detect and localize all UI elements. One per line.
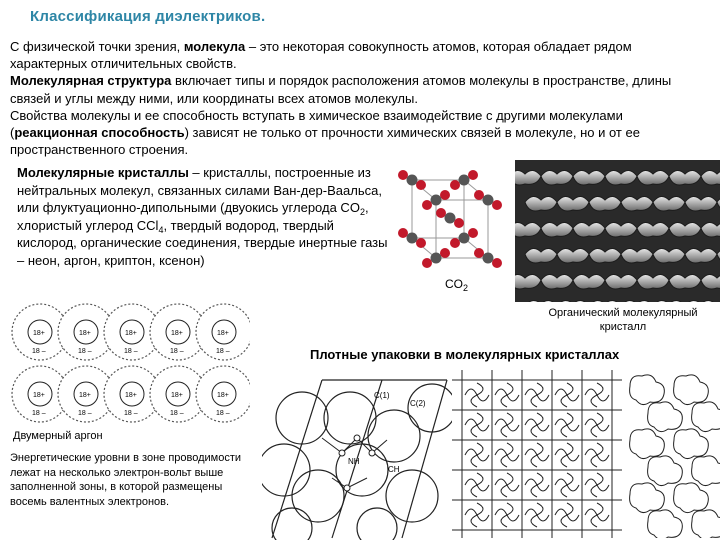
oxygen-atom	[468, 228, 478, 238]
co2-molecules	[398, 170, 502, 268]
intro-text: ) зависят не только от прочности химических связей в молекуле, но и от ее пространственного строения.	[10, 125, 640, 158]
argon-charge: 18+	[33, 392, 45, 399]
grid-molecule	[465, 503, 489, 527]
grid-molecule	[465, 473, 489, 497]
packings-title: Плотные упаковки в молекулярных кристаллах	[310, 347, 620, 362]
grid-molecule	[585, 413, 609, 437]
grid-molecule	[525, 443, 549, 467]
oxygen-atom	[440, 248, 450, 258]
oxygen-atom	[436, 208, 446, 218]
oxygen-atom	[450, 238, 460, 248]
grid-molecule	[525, 473, 549, 497]
grid-molecule	[585, 473, 609, 497]
argon-charge: 18+	[171, 392, 183, 399]
oxygen-atom	[398, 170, 408, 180]
argon-2d-image	[10, 300, 250, 428]
grid-molecule	[465, 413, 489, 437]
co2-lattice-image	[398, 160, 510, 280]
argon-caption: Двумерный аргон	[13, 430, 103, 442]
carbon-atom	[407, 175, 418, 186]
packed-molecule	[674, 375, 709, 405]
carbon-atom	[483, 195, 494, 206]
packing-diagram-circles	[262, 378, 452, 540]
grid-molecule	[585, 383, 609, 407]
intro-text: С физической точки зрения,	[10, 39, 184, 54]
oxygen-atom	[416, 180, 426, 190]
energy-levels-text: Энергетические уровни в зоне проводимости лежат на несколько электрон-вольт выше заполненной зоны, в которой размещены восемь валентных электронов.	[10, 452, 242, 508]
oxygen-atom	[492, 258, 502, 268]
argon-electrons: 18 –	[124, 410, 138, 417]
argon-charge: 18+	[125, 392, 137, 399]
grid-molecule	[555, 443, 579, 467]
argon-electrons: 18 –	[124, 348, 138, 355]
carbon-atom	[459, 175, 470, 186]
packing-label-nh: NH	[348, 457, 360, 466]
argon-charge: 18+	[217, 392, 229, 399]
co2-label-main: CO	[445, 277, 463, 291]
packed-molecule	[692, 402, 720, 432]
intro-text: – это некоторая совокупность атомов, которая обладает рядом характерных отличительных свойств.	[10, 39, 632, 72]
grid-molecule	[465, 443, 489, 467]
grid-molecule	[495, 413, 519, 437]
argon-charge: 18+	[217, 330, 229, 337]
argon-atoms	[12, 304, 250, 422]
molecular-crystals-definition	[17, 164, 395, 270]
intro-text: включает типы и порядок расположения атомов молекулы в пространстве, длины связей и углы между ними, или координаты всех атомов молекулы.	[10, 73, 672, 106]
term-molecular-structure: Молекулярная структура	[10, 73, 172, 89]
carbon-atom	[407, 233, 418, 244]
argon-electrons: 18 –	[216, 348, 230, 355]
argon-charge: 18+	[79, 330, 91, 337]
packed-molecule	[692, 456, 720, 486]
argon-electrons: 18 –	[78, 410, 92, 417]
term-molecule: молекула	[183, 39, 246, 54]
argon-electrons: 18 –	[216, 410, 230, 417]
grid-molecule	[585, 503, 609, 527]
packed-molecule	[630, 429, 665, 459]
packed-molecule	[674, 483, 709, 513]
argon-electrons: 18 –	[32, 348, 46, 355]
oxygen-atom	[474, 248, 484, 258]
oxygen-atom	[474, 190, 484, 200]
definition-text: , твердый водород, твердый кислород, органические соединения, твердые инертные газы – неон, аргон, криптон, ксенон)	[17, 217, 388, 268]
packed-molecule	[692, 510, 720, 538]
packed-molecule	[674, 429, 709, 459]
definition-text: – кристаллы, построенные из нейтральных молекул, связанных силами Ван-дер-Ваальса, или флуктуационно-дипольными (двуокись углерода CO	[17, 165, 382, 216]
grid-molecule	[495, 503, 519, 527]
argon-charge: 18+	[125, 330, 137, 337]
carbon-atom	[445, 213, 456, 224]
argon-charge: 18+	[33, 330, 45, 337]
oxygen-atom	[468, 170, 478, 180]
definition-text: , хлористый углерод CCl	[17, 200, 369, 233]
argon-charge: 18+	[79, 392, 91, 399]
term-molecular-crystals: Молекулярные кристаллы	[17, 165, 189, 180]
packed-molecule	[648, 510, 683, 538]
grid-molecule	[495, 473, 519, 497]
oxygen-atom	[450, 180, 460, 190]
subscript: 2	[359, 207, 365, 218]
oxygen-atom	[454, 218, 464, 228]
packing-label-c2: C(2)	[410, 399, 426, 408]
argon-charge: 18+	[171, 330, 183, 337]
grid-molecule	[465, 383, 489, 407]
organic-crystal-caption: Органический молекулярный кристалл	[548, 307, 698, 333]
packed-molecule	[630, 375, 665, 405]
packing-label-ch: CH	[388, 465, 400, 474]
carbon-atom	[431, 253, 442, 264]
grid-molecule	[495, 383, 519, 407]
packed-molecule	[648, 402, 683, 432]
grid-molecule	[525, 413, 549, 437]
argon-electrons: 18 –	[32, 410, 46, 417]
grid-molecule	[555, 473, 579, 497]
argon-electrons: 18 –	[170, 348, 184, 355]
grid-molecule	[585, 443, 609, 467]
intro-text: Свойства молекулы и ее способность вступать в химическое взаимодействие с другими молекулами (	[10, 107, 623, 141]
co2-label	[445, 277, 468, 291]
oxygen-atom	[398, 228, 408, 238]
oxygen-atom	[416, 238, 426, 248]
carbon-atom	[459, 233, 470, 244]
grid-molecule	[555, 503, 579, 527]
argon-electrons: 18 –	[170, 410, 184, 417]
subscript: 4	[158, 224, 164, 235]
co2-label-sub: 2	[463, 283, 469, 293]
packing-diagram-grid	[452, 370, 622, 538]
carbon-atom	[483, 253, 494, 264]
packed-molecule	[648, 456, 683, 486]
oxygen-atom	[422, 200, 432, 210]
packed-molecule	[630, 483, 665, 513]
grid-molecule	[525, 503, 549, 527]
grid-molecule	[555, 413, 579, 437]
oxygen-atom	[422, 258, 432, 268]
grid-molecule	[495, 443, 519, 467]
intro-paragraph	[10, 38, 710, 158]
term-reactivity: реакционная способность	[14, 125, 185, 141]
packing-diagram-blobs	[620, 368, 720, 538]
oxygen-atom	[492, 200, 502, 210]
grid-molecule	[555, 383, 579, 407]
organic-crystal-image	[515, 160, 720, 302]
slide-title: Классификация диэлектриков.	[30, 8, 266, 25]
grid-molecule	[525, 383, 549, 407]
oxygen-atom	[440, 190, 450, 200]
argon-electrons: 18 –	[78, 348, 92, 355]
carbon-atom	[431, 195, 442, 206]
packing-label-c1: C(1)	[374, 391, 390, 400]
